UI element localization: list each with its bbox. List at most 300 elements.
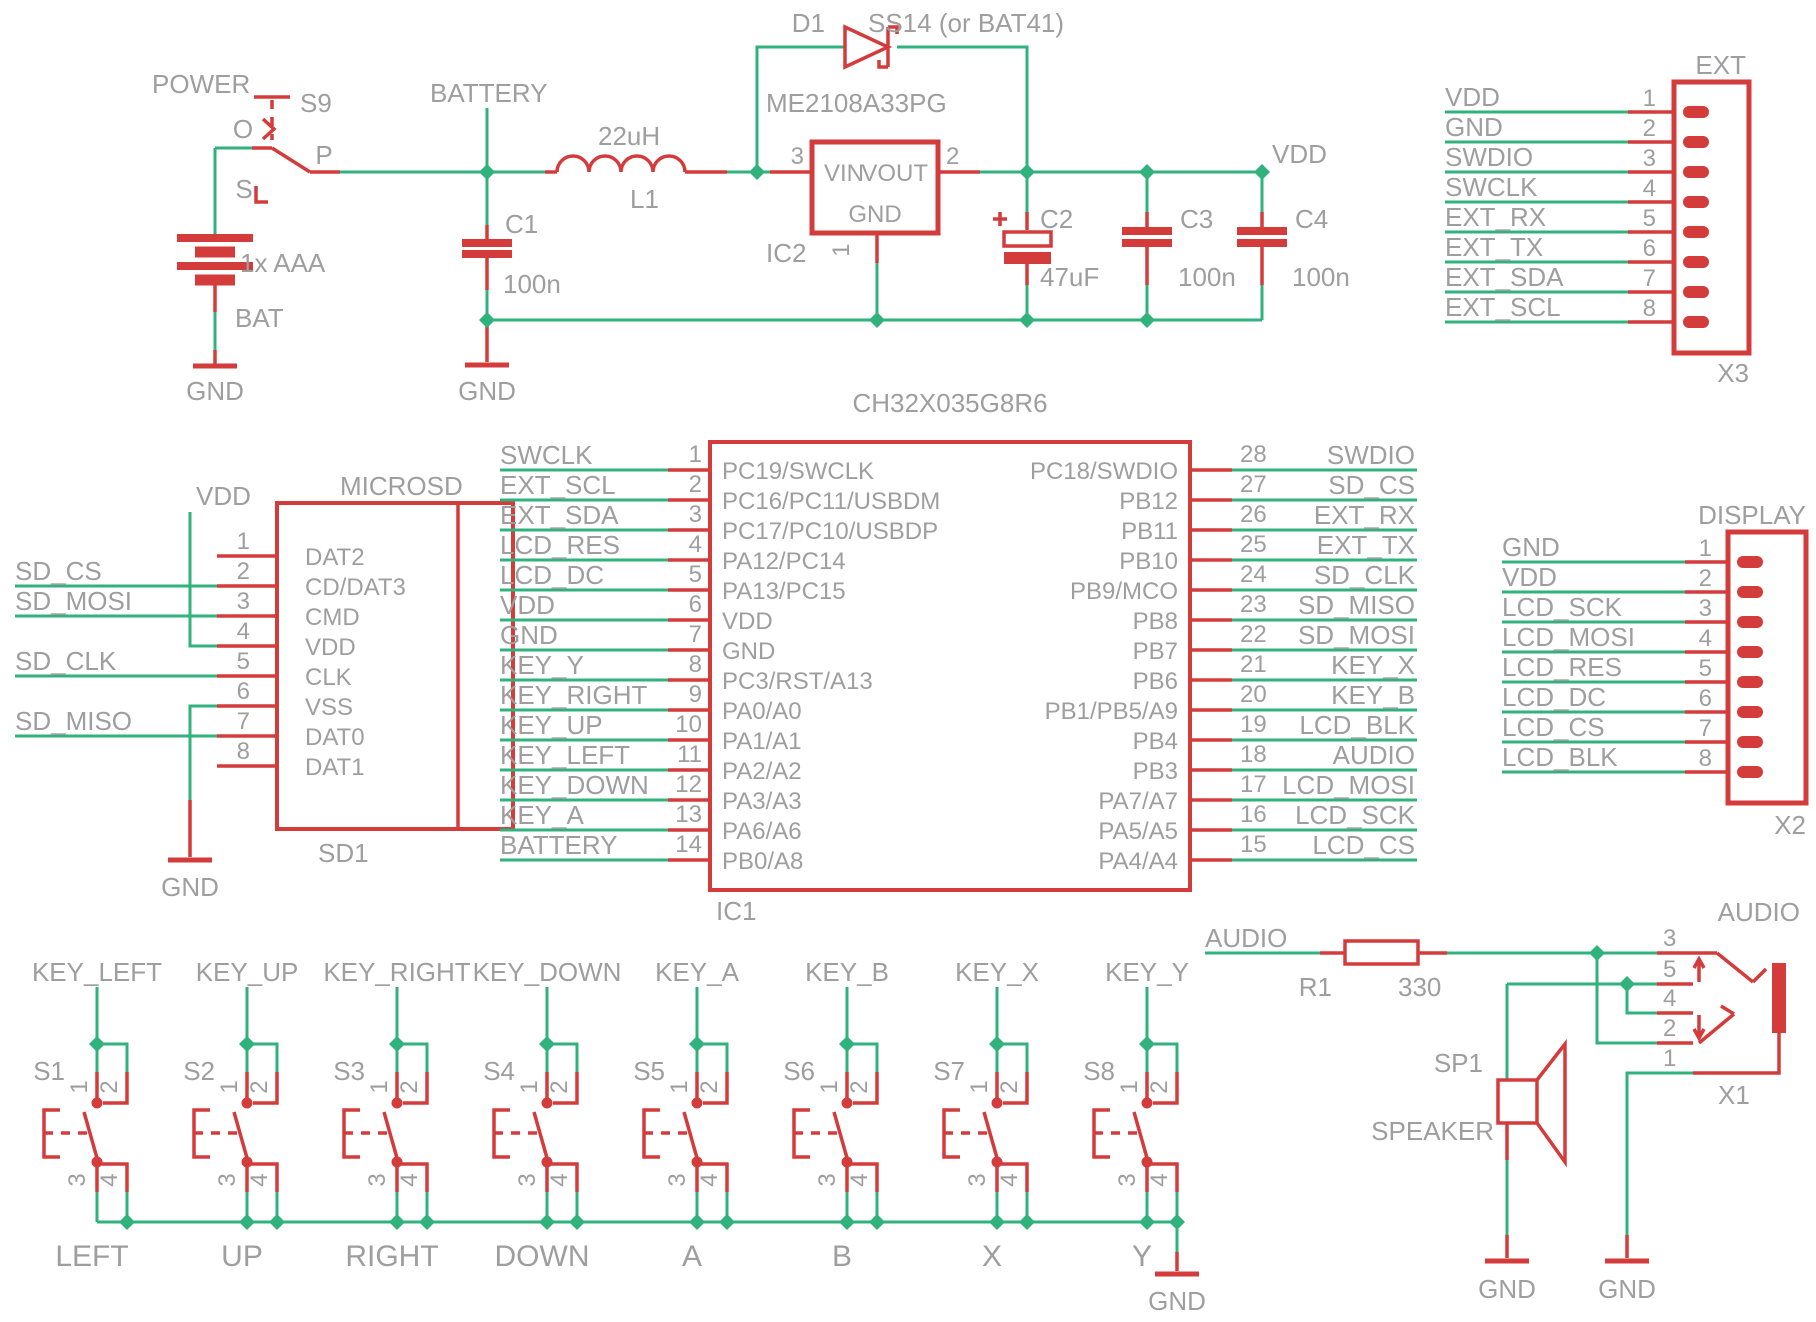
switch-pin-number: 4	[996, 1173, 1023, 1187]
net-label: LCD_DC	[500, 560, 605, 590]
net-label: KEY_X	[1331, 650, 1415, 680]
pin-number: 14	[675, 831, 702, 858]
pin-number: 1	[1642, 85, 1656, 112]
junction	[1589, 945, 1605, 961]
junction	[1139, 1036, 1155, 1052]
mcu-right-stubs	[1190, 470, 1232, 860]
contact-dot	[392, 1098, 403, 1109]
pin-name: VDD	[305, 634, 356, 661]
display-box	[1728, 532, 1806, 803]
pin-number: 20	[1240, 681, 1267, 708]
c2-plate-top	[1004, 232, 1051, 246]
gnd-label: GND	[186, 376, 244, 406]
pin-name: PB10	[1119, 548, 1178, 575]
junction	[839, 1036, 855, 1052]
switch-pin-number: 4	[846, 1173, 873, 1187]
pin-name: GND	[722, 638, 776, 665]
pin-name: PC19/SWCLK	[722, 458, 875, 485]
pin-name: PB4	[1132, 728, 1178, 755]
pin-name: CD/DAT3	[305, 574, 406, 601]
key-net-label: KEY_UP	[195, 957, 299, 987]
pin-number: 4	[1663, 985, 1677, 1012]
c3-ref: C3	[1180, 204, 1214, 234]
junction	[269, 1214, 285, 1230]
switch-pin-number: 4	[1146, 1173, 1173, 1187]
pin-number: 2	[688, 471, 702, 498]
ic2-pin-vin: VIN	[824, 160, 865, 187]
c4-ref: C4	[1295, 204, 1329, 234]
pin-number: 7	[1642, 265, 1656, 292]
l1-value: 22uH	[598, 121, 661, 151]
junction	[479, 312, 495, 328]
junction	[479, 164, 495, 180]
switch-pin-number: 4	[246, 1173, 273, 1187]
pin-number: 13	[675, 801, 702, 828]
power-red-parts	[215, 97, 1262, 364]
pin-name: PB12	[1119, 488, 1178, 515]
pin-number: 2	[236, 558, 250, 585]
c1-ref: C1	[505, 209, 539, 239]
l1-ref: L1	[630, 184, 659, 214]
switch-pin-number: 2	[696, 1080, 723, 1094]
ext-box	[1674, 82, 1749, 353]
battery-value: 1x AAA	[240, 248, 326, 278]
pin-name: PB11	[1121, 518, 1178, 545]
net-label: LCD_BLK	[1299, 710, 1415, 740]
switch-pin-number: 2	[396, 1080, 423, 1094]
pin-name: DAT1	[305, 754, 365, 781]
pin-name: PB3	[1132, 758, 1178, 785]
net-label: VDD	[1445, 82, 1500, 112]
pin-name: PA1/A1	[722, 728, 802, 755]
net-label: KEY_DOWN	[500, 770, 649, 800]
key-net-label: KEY_DOWN	[472, 957, 622, 987]
ext-pads	[1683, 106, 1709, 328]
key-net-label: KEY_Y	[1105, 957, 1189, 987]
c4-value: 100n	[1292, 262, 1350, 292]
display-pads	[1737, 556, 1763, 778]
ext-title: EXT	[1695, 50, 1746, 80]
c1-plates	[462, 243, 512, 254]
net-label: KEY_A	[500, 800, 584, 830]
switch-ref: S4	[483, 1056, 515, 1086]
pin-name: CLK	[305, 664, 352, 691]
c3-plates	[1122, 231, 1172, 243]
pin-name: PA7/A7	[1098, 788, 1178, 815]
junction	[419, 1214, 435, 1230]
contact-dot	[92, 1098, 103, 1109]
pin-name: DAT0	[305, 724, 365, 751]
net-label: SD_MISO	[1297, 590, 1415, 620]
pin-number: 6	[1698, 685, 1712, 712]
pin-number: 5	[236, 648, 250, 675]
c2-plus-icon	[993, 212, 1007, 226]
pin-number: 2	[1663, 1015, 1677, 1042]
pin-number: 10	[675, 711, 702, 738]
pin-number: 3	[1698, 595, 1712, 622]
pin-number: 11	[677, 741, 702, 768]
switch-ref: S1	[33, 1056, 65, 1086]
battery-ref: BAT	[235, 303, 284, 333]
switch-pin-number: 3	[214, 1173, 241, 1187]
switch-pin-number: 2	[846, 1080, 873, 1094]
key-name-label: A	[681, 1240, 703, 1273]
net-label: KEY_LEFT	[500, 740, 631, 770]
pin-number: 8	[1698, 745, 1712, 772]
pin-name: CMD	[305, 604, 360, 631]
net-label: BATTERY	[500, 830, 618, 860]
pin-number: 27	[1240, 471, 1267, 498]
key-name-label: X	[981, 1240, 1003, 1273]
pin-number: 15	[1240, 831, 1267, 858]
pin-number: 24	[1240, 561, 1267, 588]
pin-name: DAT2	[305, 544, 365, 571]
pin-number: 1	[1663, 1045, 1677, 1072]
pin-name: PB7	[1132, 638, 1178, 665]
pin-number: 25	[1240, 531, 1267, 558]
key-name-label: LEFT	[55, 1240, 129, 1273]
ic2-pin3-number: 3	[790, 143, 804, 170]
ic2-pin2-number: 2	[946, 143, 960, 170]
mcu-ref: IC1	[716, 896, 757, 926]
net-label: LCD_RES	[1502, 652, 1622, 682]
r1-ref: R1	[1298, 972, 1332, 1002]
switch-s5	[633, 957, 739, 1273]
power-title: POWER	[152, 69, 251, 99]
net-label: EXT_RX	[1313, 500, 1415, 530]
audio-net-wires	[1205, 953, 1693, 1235]
junction	[689, 1036, 705, 1052]
r1-value: 330	[1398, 972, 1442, 1002]
key-net-label: KEY_X	[955, 957, 1039, 987]
key-name-label: Y	[1131, 1240, 1153, 1273]
switch-ref: S2	[183, 1056, 215, 1086]
switch-pin-number: 4	[696, 1173, 723, 1187]
net-label: SD_CLK	[1313, 560, 1415, 590]
contact-dot	[692, 1157, 703, 1168]
contact-dot	[692, 1098, 703, 1109]
pin-name: PA6/A6	[722, 818, 802, 845]
junction	[689, 1214, 705, 1230]
junction	[1019, 312, 1035, 328]
contact-dot	[242, 1098, 253, 1109]
ext-ref: X3	[1717, 358, 1749, 388]
d1-value: SS14 (or BAT41)	[868, 8, 1065, 38]
s9-s-label: S	[235, 174, 253, 204]
pin-number: 8	[236, 738, 250, 765]
net-label: SD_CS	[1328, 470, 1415, 500]
net-label: EXT_RX	[1445, 202, 1547, 232]
switch-pin-number: 4	[96, 1173, 123, 1187]
pin-number: 4	[688, 531, 702, 558]
gnd-label: GND	[161, 872, 219, 902]
net-label: LCD_CS	[1502, 712, 1605, 742]
switch-s7	[933, 957, 1039, 1273]
power-net-wires	[215, 47, 1262, 350]
pin-number: 26	[1240, 501, 1267, 528]
contact-dot	[992, 1098, 1003, 1109]
s9-p-label: P	[315, 140, 333, 170]
pin-number: 18	[1240, 741, 1267, 768]
keys-section	[32, 957, 1206, 1316]
key-name-label: UP	[221, 1240, 263, 1273]
junction	[1254, 164, 1270, 180]
speaker-cone	[1537, 1044, 1565, 1162]
pin-number: 19	[1240, 711, 1267, 738]
switch-s1	[32, 957, 162, 1273]
net-label: SD_MOSI	[1297, 620, 1415, 650]
switch-pin-number: 1	[666, 1080, 693, 1094]
pin-number: 28	[1240, 441, 1267, 468]
pin-number: 5	[1663, 956, 1677, 983]
pin-name: VSS	[305, 694, 354, 721]
switch-pin-number: 1	[816, 1080, 843, 1094]
junction	[719, 1214, 735, 1230]
pin-number: 21	[1240, 651, 1267, 678]
pin-number: 5	[1698, 655, 1712, 682]
pin-name: PB0/A8	[722, 848, 804, 875]
switch-s4	[473, 957, 622, 1273]
junction	[1139, 164, 1155, 180]
pin-number: 5	[1642, 205, 1656, 232]
junction	[1019, 1214, 1035, 1230]
junction	[539, 1036, 555, 1052]
jack-title: AUDIO	[1717, 897, 1800, 927]
net-label: VDD	[500, 590, 555, 620]
switch-s2	[183, 957, 298, 1273]
pin-name: PA0/A0	[722, 698, 802, 725]
junction	[569, 1214, 585, 1230]
pin-name: PC18/SWDIO	[1029, 458, 1178, 485]
pin-number: 2	[1698, 565, 1712, 592]
key-net-label: KEY_A	[655, 957, 739, 987]
switch-pin-number: 1	[66, 1080, 93, 1094]
battery-net-label: BATTERY	[430, 78, 548, 108]
switch-pin-number: 1	[516, 1080, 543, 1094]
c3-value: 100n	[1178, 262, 1236, 292]
switch-pin-number: 3	[364, 1173, 391, 1187]
microsd-ref: SD1	[318, 838, 369, 868]
contact-dot	[842, 1098, 853, 1109]
pin-number: 17	[1240, 771, 1267, 798]
pin-number: 6	[1642, 235, 1656, 262]
net-label: SWDIO	[1445, 142, 1534, 172]
pin-name: PA12/PC14	[722, 548, 846, 575]
switch-pin-number: 3	[514, 1173, 541, 1187]
ic2-pin1-number: 1	[828, 243, 855, 257]
net-label: KEY_RIGHT	[500, 680, 648, 710]
switch-pin-number: 2	[546, 1080, 573, 1094]
net-label: VDD	[1502, 562, 1557, 592]
pin-name: VDD	[722, 608, 773, 635]
ic2-pin-vout: VOUT	[861, 160, 928, 187]
pin-number: 16	[1240, 801, 1267, 828]
switch-s3	[323, 957, 470, 1273]
junction	[989, 1036, 1005, 1052]
pin-number: 4	[1642, 175, 1656, 202]
net-label: LCD_MOSI	[1282, 770, 1415, 800]
pin-name: PA5/A5	[1098, 818, 1178, 845]
key-net-label: KEY_RIGHT	[323, 957, 471, 987]
gnd-label: GND	[1598, 1274, 1656, 1304]
net-label: LCD_DC	[1502, 682, 1607, 712]
junction	[869, 312, 885, 328]
power-section	[152, 8, 1350, 406]
pin-number: 7	[1698, 715, 1712, 742]
speaker-value: SPEAKER	[1371, 1116, 1494, 1146]
contact-dot	[1142, 1157, 1153, 1168]
key-net-label: KEY_LEFT	[31, 957, 163, 987]
net-label: EXT_TX	[1316, 530, 1415, 560]
d1-ref: D1	[791, 8, 825, 38]
contact-dot	[992, 1157, 1003, 1168]
switch-ref: S8	[1083, 1056, 1115, 1086]
key-net-label: KEY_B	[805, 957, 889, 987]
ic2-value: ME2108A33PG	[766, 88, 947, 118]
pin-number: 6	[236, 678, 250, 705]
junction	[989, 1214, 1005, 1230]
net-label: EXT_SCL	[1445, 292, 1561, 322]
pin-number: 1	[688, 441, 702, 468]
contact-dot	[842, 1157, 853, 1168]
switch-pin-number: 1	[1116, 1080, 1143, 1094]
display-connector	[1502, 500, 1806, 840]
pin-number: 8	[1642, 295, 1656, 322]
pin-number: 7	[688, 621, 702, 648]
net-label: LCD_MOSI	[1502, 622, 1635, 652]
key-name-label: B	[831, 1240, 853, 1273]
net-label: LCD_BLK	[1502, 742, 1618, 772]
pin-name: PA2/A2	[722, 758, 802, 785]
junction	[119, 1214, 135, 1230]
pin-number: 5	[688, 561, 702, 588]
net-label: EXT_TX	[1445, 232, 1544, 262]
switch-pin-number: 4	[396, 1173, 423, 1187]
pin-number: 12	[675, 771, 702, 798]
pin-name: PA3/A3	[722, 788, 802, 815]
vdd-net-label: VDD	[1272, 139, 1327, 169]
junction	[869, 1214, 885, 1230]
switch-ref: S3	[333, 1056, 365, 1086]
junction	[839, 1214, 855, 1230]
switch-ref: S6	[783, 1056, 815, 1086]
pin-number: 4	[1698, 625, 1712, 652]
pin-name: PC17/PC10/USBDP	[722, 518, 939, 545]
audio-red-parts	[1320, 953, 1779, 1258]
key-name-label: RIGHT	[345, 1240, 439, 1273]
net-label: SWCLK	[1445, 172, 1538, 202]
pin-name: PB6	[1132, 668, 1178, 695]
contact-dot	[1142, 1098, 1153, 1109]
pin-number: 3	[1642, 145, 1656, 172]
contact-dot	[92, 1157, 103, 1168]
pin-name: PC16/PC11/USBDM	[722, 488, 941, 515]
net-label: KEY_B	[1331, 680, 1415, 710]
r1-resistor-icon	[1345, 941, 1418, 964]
switch-pin-number: 2	[996, 1080, 1023, 1094]
net-label: AUDIO	[1332, 740, 1415, 770]
jack-arrow-down	[1694, 1015, 1704, 1038]
pin-name: PB9/MCO	[1069, 578, 1178, 605]
ic2-ref: IC2	[766, 238, 807, 268]
jack-body-bar	[1772, 963, 1786, 1033]
pin-name: PB1/PB5/A9	[1044, 698, 1178, 725]
net-label: KEY_Y	[500, 650, 584, 680]
junction	[1139, 1214, 1155, 1230]
s9-ref: S9	[300, 88, 332, 118]
junction	[89, 1036, 105, 1052]
pin-number: 8	[688, 651, 702, 678]
pin-number: 3	[236, 588, 250, 615]
pin-number: 4	[236, 618, 250, 645]
display-title: DISPLAY	[1698, 500, 1806, 530]
pin-name: PB8	[1132, 608, 1178, 635]
switch-pin-number: 1	[966, 1080, 993, 1094]
net-label: LCD_SCK	[1295, 800, 1415, 830]
switch-pin-number: 1	[366, 1080, 393, 1094]
display-ref: X2	[1774, 810, 1806, 840]
pin-number: 7	[236, 708, 250, 735]
audio-net-label: AUDIO	[1205, 923, 1288, 953]
switch-pin-number: 3	[964, 1173, 991, 1187]
gnd-label: GND	[1148, 1286, 1206, 1316]
switch-s6	[783, 957, 889, 1273]
microsd-section	[15, 471, 513, 902]
net-label: SD_CLK	[15, 646, 117, 676]
net-label: LCD_SCK	[1502, 592, 1622, 622]
gnd-label: GND	[1478, 1274, 1536, 1304]
switch-pin-number: 2	[246, 1080, 273, 1094]
l1-inductor-icon	[557, 156, 685, 172]
switch-pin-number: 4	[546, 1173, 573, 1187]
switch-pin-number: 3	[1114, 1173, 1141, 1187]
junction	[239, 1214, 255, 1230]
net-label: KEY_UP	[500, 710, 603, 740]
junction	[539, 1214, 555, 1230]
speaker-box	[1498, 1080, 1537, 1123]
microsd-title: MICROSD	[340, 471, 463, 501]
net-label: SWDIO	[1326, 440, 1415, 470]
net-label: LCD_CS	[1312, 830, 1415, 860]
audio-section	[1205, 897, 1800, 1304]
net-label: SD_CS	[15, 556, 102, 586]
junction	[1619, 976, 1635, 992]
net-label: EXT_SDA	[500, 500, 619, 530]
pin-number: 9	[688, 681, 702, 708]
junction	[749, 164, 765, 180]
pin-number: 3	[1663, 925, 1677, 952]
switch-s8	[1083, 957, 1189, 1273]
net-label: EXT_SCL	[500, 470, 616, 500]
c4-plates	[1237, 231, 1287, 243]
pin-number: 2	[1642, 115, 1656, 142]
contact-dot	[242, 1157, 253, 1168]
mcu-title: CH32X035G8R6	[852, 388, 1048, 418]
switch-pin-number: 1	[216, 1080, 243, 1094]
junction	[389, 1036, 405, 1052]
switch-pin-number: 3	[664, 1173, 691, 1187]
gnd-label: GND	[458, 376, 516, 406]
pin-number: 1	[1698, 535, 1712, 562]
jack-ref: X1	[1718, 1080, 1750, 1110]
junction	[1139, 312, 1155, 328]
vdd-net-label: VDD	[196, 481, 251, 511]
contact-dot	[542, 1157, 553, 1168]
net-label: SD_MISO	[15, 706, 133, 736]
pin-number: 22	[1240, 621, 1267, 648]
net-label: LCD_RES	[500, 530, 620, 560]
junction	[239, 1036, 255, 1052]
